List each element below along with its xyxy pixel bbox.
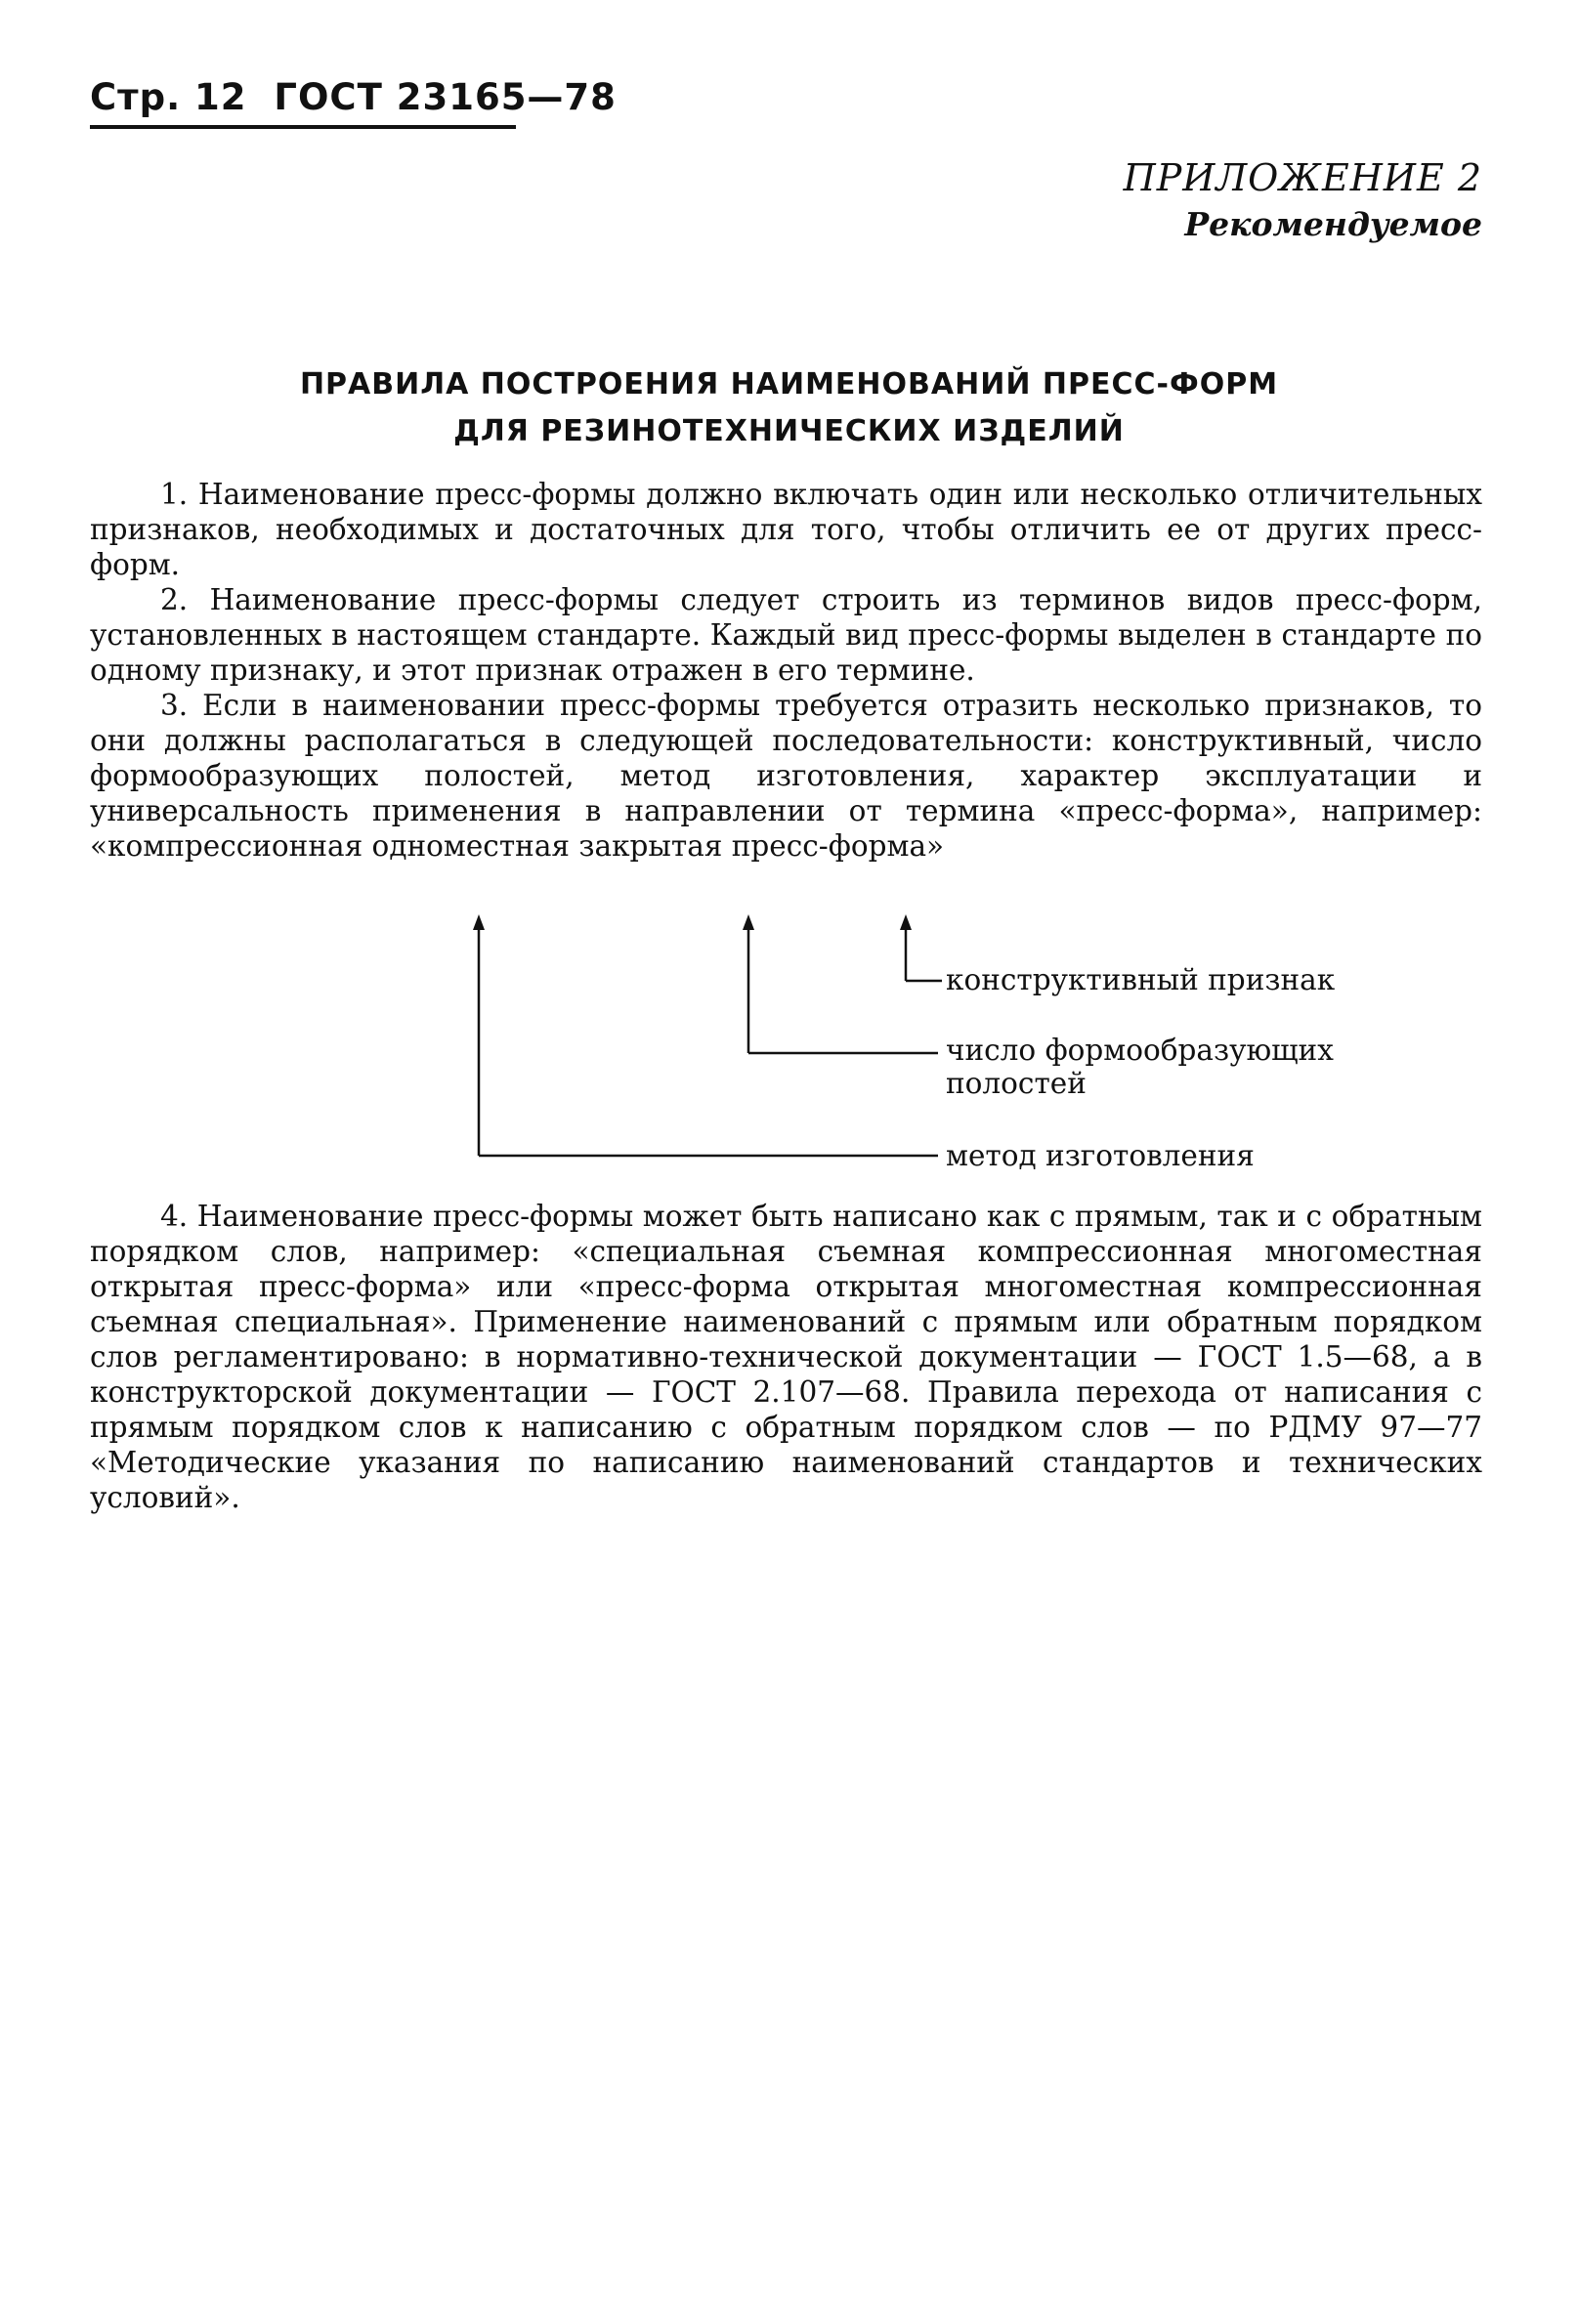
title-line-2: ДЛЯ РЕЗИНОТЕХНИЧЕСКИХ ИЗДЕЛИЙ (453, 414, 1125, 448)
paragraph-4: 4. Наименование пресс-формы может быть написано как с прямым, так и с обратным порядком слов, например: «специальная съемная компрессионная многоместная открытая пресс-форма» или «пресс-форма открытая многоместная компрессионная съемная специальная». Применение наименований с прямым или обратным порядком слов регламентировано: в нормативно-технической документации — ГОСТ 1.5—68, а в конструкторской документации — ГОСТ 2.107—68. Правила перехода от написания с прямым порядком слов к написанию с обратным порядком слов — по РДМУ 97—77 «Методические указания по написанию наименований стандартов и технических условий». (90, 1200, 1482, 1514)
paragraph-2: 2. Наименование пресс-формы следует строить из терминов видов пресс-форм, установленных в настоящем стандарте. Каждый вид пресс-формы выделен в стандарте по одному признаку, и этот признак отражен в его термине. (90, 583, 1482, 687)
paragraph-3: 3. Если в наименовании пресс-формы требуется отразить несколько признаков, то они должны располагаться в следующей последовательности: конструктивный, число формообразующих полостей, метод изготовления, характер эксплуатации и универсальность применения в направлении от термина «пресс-форма», например: «компрессионная одноместная закрытая пресс-форма» (90, 689, 1482, 863)
appendix-status: Рекомендуемое (1184, 205, 1482, 243)
arrowhead-icon (473, 914, 485, 930)
arrowhead-icon (743, 914, 754, 930)
label-design-feature: конструктивный признак (946, 963, 1336, 996)
page-number: Стр. 12 (90, 76, 247, 118)
paragraph-1: 1. Наименование пресс-формы должно включать один или несколько отличительных признаков, необходимых и достаточных для того, чтобы отличить ее от других пресс-форм. (90, 478, 1482, 581)
appendix-label: ПРИЛОЖЕНИЕ 2 (1123, 156, 1482, 199)
label-cavities: число формообразующих полостей (946, 1034, 1334, 1100)
arrowhead-icon (900, 914, 912, 930)
title-line-1: ПРАВИЛА ПОСТРОЕНИЯ НАИМЕНОВАНИЙ ПРЕСС-ФОРМ (299, 367, 1279, 401)
label-method: метод изготовления (946, 1139, 1255, 1172)
standard-number: ГОСТ 23165—78 (274, 76, 617, 118)
